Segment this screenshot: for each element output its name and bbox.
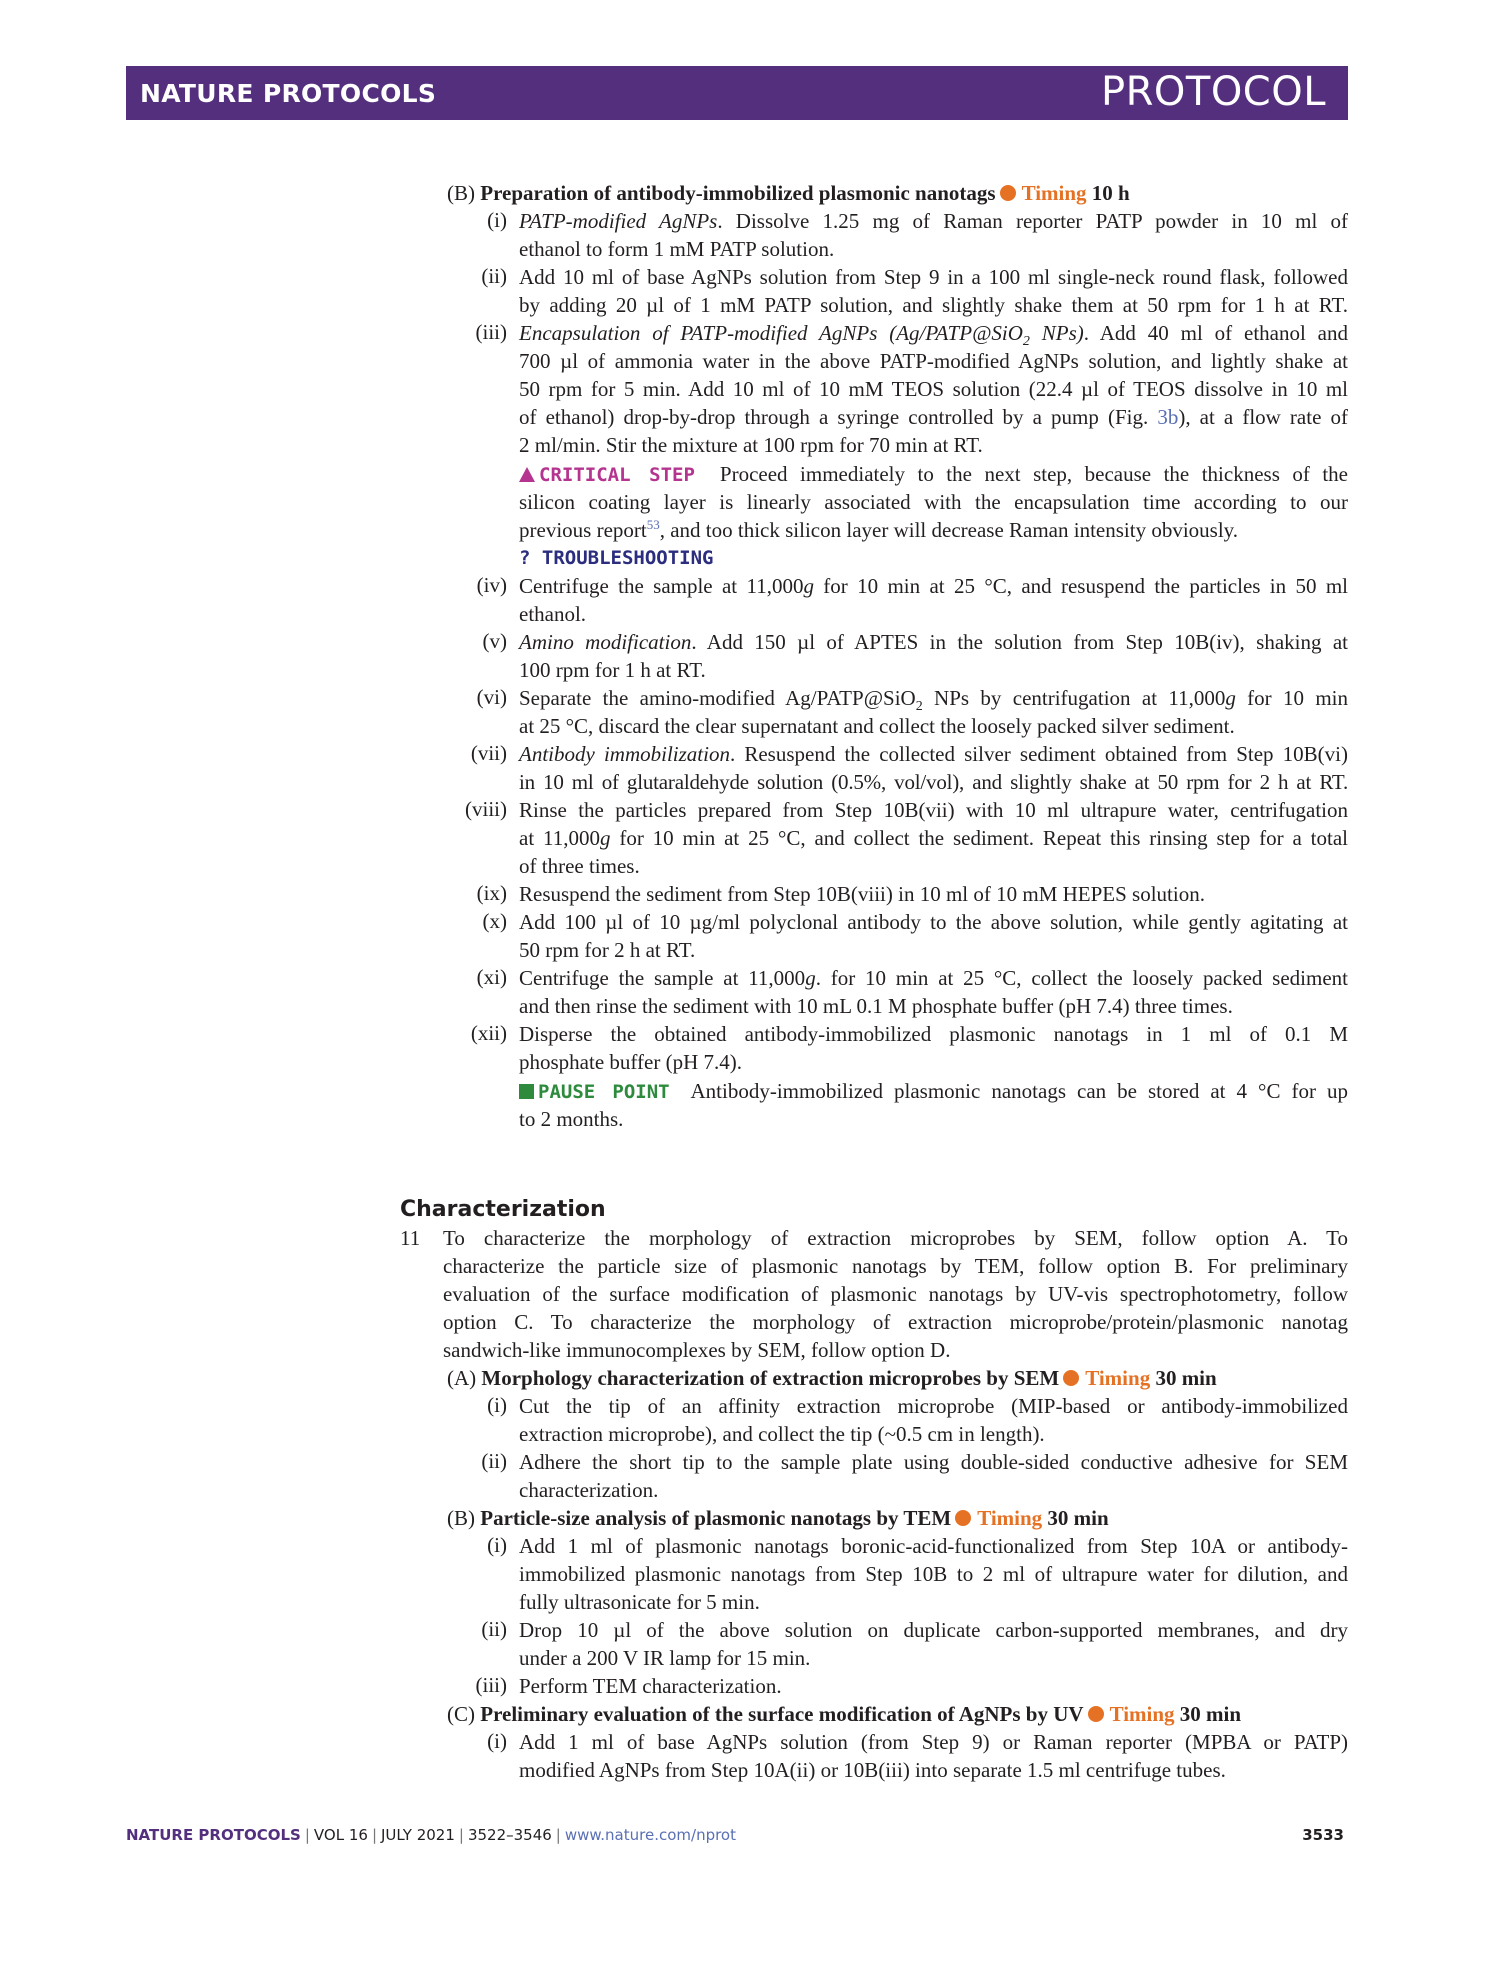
step-text: Centrifuge the sample at 11,000g for 10 min at 25 °C, and resuspend the particles in 50 ml <box>519 574 1348 598</box>
item-number: (ii) <box>481 264 507 288</box>
step-text: sandwich-like immunocomplexes by SEM, follow option D. <box>443 1338 951 1362</box>
step-text: option C. To characterize the morphology of extraction microprobe/protein/plasmonic nanotag <box>443 1310 1348 1334</box>
item-number: (ii) <box>481 1449 507 1473</box>
option-b-heading: (B) Preparation of antibody-immobilized plasmonic nanotags Timing 10 h <box>447 181 1130 205</box>
step-text: to 2 months. <box>519 1107 624 1131</box>
item-number: (x) <box>482 909 507 933</box>
item-number: (ix) <box>476 881 507 905</box>
section-type: PROTOCOL <box>1100 69 1326 115</box>
step-text: under a 200 V IR lamp for 15 min. <box>519 1646 811 1670</box>
pause-point-label: PAUSE POINT <box>538 1081 670 1103</box>
step-text: Add 10 ml of base AgNPs solution from Step 9 in a 100 ml single-neck round flask, followed <box>519 265 1348 289</box>
item-number: (iii) <box>475 320 507 344</box>
option-b-tem-heading: (B) Particle-size analysis of plasmonic nanotags by TEM Timing 30 min <box>447 1506 1109 1530</box>
figure-reference-link[interactable]: 3b <box>1157 405 1179 429</box>
step-text: Rinse the particles prepared from Step 10B(vii) with 10 ml ultrapure water, centrifugation <box>519 798 1348 822</box>
step-text: 2 ml/min. Stir the mixture at 100 rpm for 70 min at RT. <box>519 433 983 457</box>
item-number: (xi) <box>476 965 507 989</box>
journal-header-bar <box>126 66 1348 120</box>
item-number: (i) <box>487 1729 507 1753</box>
step-text: of ethanol) drop-by-drop through a syringe controlled by a pump (Fig. 3b), at a flow rate of <box>519 405 1348 429</box>
section-heading: Characterization <box>400 1197 606 1222</box>
step-text: phosphate buffer (pH 7.4). <box>519 1050 742 1074</box>
step-text: Antibody immobilization. Resuspend the collected silver sediment obtained from Step 10B(vi) <box>519 742 1349 766</box>
pause-point-note: PAUSE POINT Antibody-immobilized plasmonic nanotags can be stored at 4 °C for up <box>519 1078 1348 1105</box>
critical-step-label: CRITICAL STEP <box>539 464 695 486</box>
step-text: 50 rpm for 5 min. Add 10 ml of 10 mM TEOS solution (22.4 µl of TEOS dissolve in 10 ml <box>519 377 1348 401</box>
step-text: at 11,000g for 10 min at 25 °C, and collect the sediment. Repeat this rinsing step for a total <box>519 826 1348 850</box>
critical-step-note: CRITICAL STEP Proceed immediately to the next step, because the thickness of the <box>519 461 1348 488</box>
citation-link[interactable]: 53 <box>646 517 660 532</box>
step-text: and then rinse the sediment with 10 mL 0.1 M phosphate buffer (pH 7.4) three times. <box>519 994 1233 1018</box>
footer-citation: NATURE PROTOCOLS | VOL 16 | JULY 2021 | 3522–3546 | www.nature.com/nprot <box>126 1826 736 1844</box>
step-number: 11 <box>400 1226 421 1250</box>
step-text: at 25 °C, discard the clear supernatant and collect the loosely packed silver sediment. <box>519 714 1235 738</box>
item-number: (xii) <box>470 1021 507 1045</box>
step-text: Drop 10 µl of the above solution on duplicate carbon-supported membranes, and dry <box>519 1618 1348 1642</box>
step-text: Add 1 ml of plasmonic nanotags boronic-acid-functionalized from Step 10A or antibody- <box>519 1534 1348 1558</box>
step-text: Separate the amino-modified Ag/PATP@SiO$_2$ NPs by centrifugation at 11,000g for 10 min <box>519 686 1349 715</box>
item-number: (v) <box>482 629 507 653</box>
step-text: PATP-modified AgNPs. Dissolve 1.25 mg of Raman reporter PATP powder in 10 ml of <box>519 209 1348 233</box>
step-text: To characterize the morphology of extraction microprobes by SEM, follow option A. To <box>443 1226 1348 1250</box>
item-number: (iii) <box>475 1673 507 1697</box>
step-text: Centrifuge the sample at 11,000g. for 10 min at 25 °C, collect the loosely packed sediment <box>519 966 1349 990</box>
page-number: 3533 <box>1302 1826 1344 1844</box>
step-text: modified AgNPs from Step 10A(ii) or 10B(iii) into separate 1.5 ml centrifuge tubes. <box>519 1758 1226 1782</box>
step-text: Resuspend the sediment from Step 10B(viii) in 10 ml of 10 mM HEPES solution. <box>519 882 1205 906</box>
step-text: characterization. <box>519 1478 659 1502</box>
option-a-heading: (A) Morphology characterization of extraction microprobes by SEM Timing 30 min <box>447 1366 1217 1390</box>
step-text: in 10 ml of glutaraldehyde solution (0.5%, vol/vol), and slightly shake at 50 rpm for 2 h at RT. <box>519 770 1348 794</box>
troubleshooting-link[interactable]: ? TROUBLESHOOTING <box>519 547 714 569</box>
item-number: (viii) <box>465 797 507 821</box>
option-b-title: Preparation of antibody-immobilized plasmonic nanotags <box>480 181 996 205</box>
item-number: (vi) <box>476 685 507 709</box>
step-text: Cut the tip of an affinity extraction microprobe (MIP-based or antibody-immobilized <box>519 1394 1348 1418</box>
timing-dot-icon <box>955 1510 971 1526</box>
page-footer <box>126 1826 1348 1848</box>
step-text: ethanol. <box>519 602 587 626</box>
step-text: previous report$^{53}$, and too thick silicon layer will decrease Raman intensity obviously. <box>519 517 1239 542</box>
step-text: ethanol to form 1 mM PATP solution. <box>519 237 835 261</box>
step-text: 700 µl of ammonia water in the above PATP-modified AgNPs solution, and lightly shake at <box>519 349 1348 373</box>
timing-dot-icon <box>1088 1706 1104 1722</box>
step-text: extraction microprobe), and collect the tip (~0.5 cm in length). <box>519 1422 1045 1446</box>
step-text: Perform TEM characterization. <box>519 1674 782 1698</box>
step-text: Adhere the short tip to the sample plate using double-sided conductive adhesive for SEM <box>519 1450 1348 1474</box>
step-text: characterize the particle size of plasmonic nanotags by TEM, follow option B. For preliminary <box>443 1254 1348 1278</box>
item-number: (i) <box>487 1393 507 1417</box>
step-text: Disperse the obtained antibody-immobilized plasmonic nanotags in 1 ml of 0.1 M <box>519 1022 1348 1046</box>
item-number: (ii) <box>481 1617 507 1641</box>
step-text: by adding 20 µl of 1 mM PATP solution, and slightly shake them at 50 rpm for 1 h at RT. <box>519 293 1348 317</box>
step-text: Add 1 ml of base AgNPs solution (from Step 9) or Raman reporter (MPBA or PATP) <box>519 1730 1348 1754</box>
step-text: silicon coating layer is linearly associated with the encapsulation time according to our <box>519 490 1348 514</box>
option-c-heading: (C) Preliminary evaluation of the surface modification of AgNPs by UV Timing 30 min <box>447 1702 1242 1726</box>
step-text: 100 rpm for 1 h at RT. <box>519 658 706 682</box>
step-text: of three times. <box>519 854 640 878</box>
step-text: Add 100 µl of 10 µg/ml polyclonal antibody to the above solution, while gently agitating at <box>519 910 1348 934</box>
item-number: (iv) <box>476 573 507 597</box>
step-text: immobilized plasmonic nanotags from Step 10B to 2 ml of ultrapure water for dilution, and <box>519 1562 1348 1586</box>
step-text: 50 rpm for 2 h at RT. <box>519 938 696 962</box>
step-text: evaluation of the surface modification of plasmonic nanotags by UV-vis spectrophotometry, follow <box>443 1282 1348 1306</box>
warning-triangle-icon <box>519 467 535 482</box>
item-number: (i) <box>487 1533 507 1557</box>
item-number: (vii) <box>470 741 507 765</box>
timing-dot-icon <box>1063 1370 1079 1386</box>
pause-square-icon <box>519 1084 534 1099</box>
step-text: Encapsulation of PATP-modified AgNPs (Ag/PATP@SiO$_2$ NPs). Add 40 ml of ethanol and <box>519 321 1349 350</box>
item-number: (i) <box>487 208 507 232</box>
journal-name: NATURE PROTOCOLS <box>140 79 437 108</box>
journal-url-link[interactable]: www.nature.com/nprot <box>564 1826 736 1844</box>
step-text: fully ultrasonicate for 5 min. <box>519 1590 760 1614</box>
timing-dot-icon <box>1000 185 1016 201</box>
step-text: Amino modification. Add 150 µl of APTES in the solution from Step 10B(iv), shaking at <box>519 630 1348 654</box>
